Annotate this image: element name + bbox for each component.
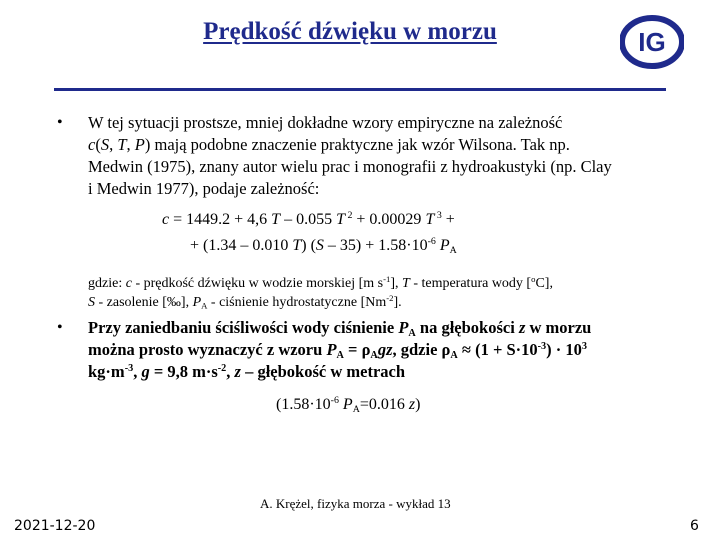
var-c: c: [88, 135, 96, 154]
subscript: A: [450, 350, 458, 362]
symbol-rho: ρ: [361, 340, 371, 359]
bullet1-line1: W tej sytuacji prostsze, mniej dokładne wzory empiryczne na zależność: [88, 113, 563, 132]
var-P: P: [439, 237, 450, 254]
equation2: [276, 396, 420, 414]
text-run: + (1.34 – 0.010: [190, 237, 293, 254]
var-z: z: [408, 396, 416, 413]
subscript: A: [370, 350, 378, 362]
text-run: ,: [133, 362, 142, 381]
var-P: P: [398, 318, 409, 337]
exponent: 3: [581, 340, 588, 352]
text-run: w morzu: [525, 318, 592, 337]
text-run: = 9,8 m·s: [149, 362, 218, 381]
var-T: T: [336, 211, 345, 228]
bullet1-line2: [88, 134, 678, 156]
text-run: ) (: [301, 237, 316, 254]
var-T: T: [402, 276, 410, 291]
equation1-line1: [162, 211, 455, 229]
footer-author: A. Krężel, fizyka morza - wykład 13: [260, 496, 451, 511]
text-run: ].: [393, 295, 402, 310]
legend-line2: [88, 293, 688, 312]
exponent: -6: [427, 236, 436, 248]
bullet1-line3: Medwin (1975), znany autor wielu prac i monografii z hydroakustyki (np. Clay: [88, 157, 612, 176]
text-run: ],: [390, 276, 403, 291]
title-underline-rule: [54, 88, 666, 91]
text-run: - ciśnienie hydrostatyczne [Nm: [207, 295, 387, 310]
exponent: -3: [537, 340, 547, 352]
page-number: 6: [690, 518, 699, 534]
text-run: Przy zaniedbaniu ściśliwości wody ciśnienie: [88, 318, 399, 337]
logo-text: IG: [638, 27, 666, 57]
var-T: T: [292, 237, 302, 254]
legend-line1: [88, 274, 688, 293]
text-run: ) · 10: [546, 340, 582, 359]
var-T: T: [117, 135, 127, 154]
var-z: z: [518, 318, 526, 337]
bullet-marker: •: [57, 319, 63, 336]
var-T: T: [425, 211, 435, 228]
text-run: – głębokość w metrach: [240, 362, 406, 381]
exponent: 2: [344, 210, 353, 222]
var-z: z: [234, 362, 241, 381]
separator: ,: [109, 135, 118, 154]
exponent: -2: [386, 292, 394, 303]
var-P: P: [326, 340, 337, 359]
degree: o: [531, 273, 536, 284]
text-run: =: [343, 340, 362, 359]
exponent: 3: [434, 210, 442, 222]
text-run: C],: [535, 276, 553, 291]
var-g: g: [377, 340, 387, 359]
text-run: - prędkość dźwięku w wodzie morskiej [m s: [131, 276, 384, 291]
subscript: A: [201, 300, 208, 311]
bullet2-text: [88, 317, 678, 383]
var-S: S: [100, 135, 110, 154]
text-run: - zasolenie [‰],: [95, 295, 193, 310]
bullet2-line3: [88, 361, 678, 383]
var-P: P: [192, 295, 202, 310]
text-run: ): [415, 396, 421, 413]
bullet1-text: [88, 112, 678, 200]
text-run: na głębokości: [415, 318, 519, 337]
subscript: A: [352, 403, 360, 415]
text-run: = 1449.2 + 4,6: [169, 211, 272, 228]
equation1-line2: [190, 237, 457, 255]
text-run: ≈ (1 + S·10: [457, 340, 538, 359]
var-S: S: [88, 295, 95, 310]
var-P: P: [342, 396, 353, 413]
paren-open: (: [95, 135, 101, 154]
bullet2-line1: [88, 317, 678, 339]
var-P: P: [134, 135, 145, 154]
exponent: -2: [217, 362, 227, 374]
symbol-rho: ρ: [441, 340, 451, 359]
bullet1-line4: i Medwin 1977), podaje zależność:: [88, 179, 320, 198]
text-run: - temperatura wody [: [409, 276, 532, 291]
text-run: gdzie:: [88, 276, 126, 291]
subscript: A: [408, 328, 416, 340]
var-S: S: [315, 237, 324, 254]
exponent: -1: [383, 273, 391, 284]
exponent: -6: [330, 395, 339, 407]
bullet-marker: •: [57, 114, 63, 131]
text-run: (1.58·10: [276, 396, 331, 413]
institute-logo-icon: [620, 15, 684, 69]
text-run: +: [441, 211, 455, 228]
text-run: =0.016: [359, 396, 409, 413]
equation-legend: [88, 274, 688, 312]
subscript: A: [336, 350, 344, 362]
text-run: kg·m: [88, 362, 125, 381]
exponent: -3: [124, 362, 134, 374]
var-c: c: [125, 276, 132, 291]
slide-title: Prędkość dźwięku w morzu: [203, 18, 497, 45]
text-run: , gdzie: [392, 340, 442, 359]
text-run: – 0.055: [280, 211, 337, 228]
var-z: z: [386, 340, 393, 359]
text-run: ) mają podobne znaczenie praktyczne jak wzór Wilsona. Tak np.: [144, 135, 570, 154]
separator: ,: [126, 135, 135, 154]
var-g: g: [141, 362, 150, 381]
text-run: + 0.00029: [352, 211, 426, 228]
bullet2-line2: [88, 339, 678, 361]
subscript: A: [449, 244, 457, 256]
var-c: c: [162, 211, 170, 228]
text-run: ,: [226, 362, 235, 381]
text-run: – 35) + 1.58·10: [323, 237, 428, 254]
text-run: można prosto wyznaczyć z wzoru: [88, 340, 327, 359]
footer-date: 2021-12-20: [14, 518, 96, 534]
var-T: T: [271, 211, 281, 228]
